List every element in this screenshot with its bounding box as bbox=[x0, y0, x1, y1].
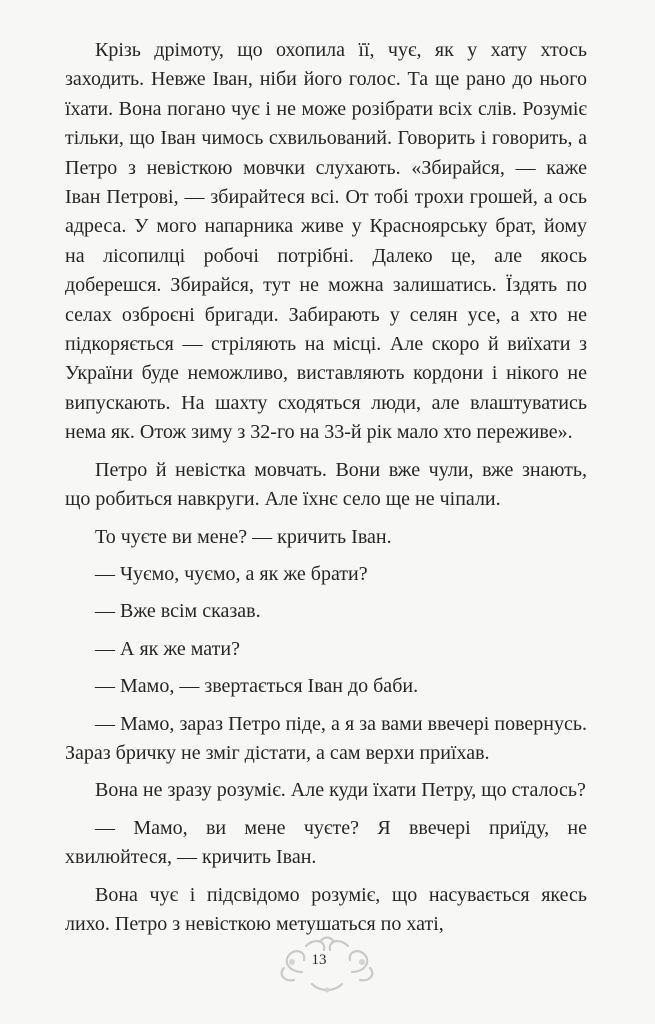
dialogue-line-5: — Мамо, — звертається Іван до баби. bbox=[95, 675, 419, 698]
dialogue-line-7: — Мамо, ви мене чуєте? Я ввечері приїду, не хвилюйтеся, — кричить Іван. bbox=[65, 816, 587, 869]
dialogue-line-6: — Мамо, зараз Петро піде, а я за вами ввечері повернусь. Зараз бричку не зміг дістати, а сам верхи приїхав. bbox=[65, 712, 587, 764]
dialogue-line-2: — Чуємо, чуємо, а як же брати? bbox=[95, 562, 368, 585]
paragraph-3: Вона не зразу розуміє. Але куди їхати Петру, що сталось? bbox=[95, 779, 586, 802]
dialogue-line-4: — А як же мати? bbox=[95, 637, 240, 660]
paragraph-2: Петро й невістка мовчать. Вони вже чули, вже знають, що робиться навкруги. Але їхнє село ще не чіпали. bbox=[65, 458, 587, 511]
paragraph-1: Крізь дрімоту, що охопила її, чує, як у хату хтось заходить. Невже Іван, ніби його голос. Та ще рано до нього їхати. Вона погано чує і не може розібрати всіх слів. Розуміє тільки, що Іван чимось схвильований. Говорить і говорить, а Петро з невісткою мовчки слухають. «Збирайся, — каже Іван Петрові, — збирайтеся всі. От тобі трохи грошей, а ось адреса. У мого напарника живе у Красноярську брат, йому на лісопилці робочі потрібні. Далеко це, але якось доберешся. Збирайся, тут не можна залишатись. Їздять по селах озброєні бригади. Забирають у селян усе, а хто не підкоряється — стріляють на місці. Але скоро й виїхати з України буде неможливо, виставляють кордони і нікого не випускають. На шахту сходяться люди, але влаштуватись нема як. Отож зиму з 32-го на 33-й рік мало хто переживе». bbox=[65, 39, 587, 444]
dialogue-line-3: — Вже всім сказав. bbox=[95, 600, 261, 623]
dialogue-line-1: То чуєте ви мене? — кричить Іван. bbox=[95, 525, 392, 548]
page-number: 13 bbox=[311, 952, 327, 968]
page-footer bbox=[0, 928, 655, 1008]
page-body bbox=[65, 36, 587, 939]
paragraph-4: Вона чує і підсвідомо розуміє, що насувається якесь лихо. Петро з невісткою метушаться по хаті, bbox=[65, 883, 587, 935]
